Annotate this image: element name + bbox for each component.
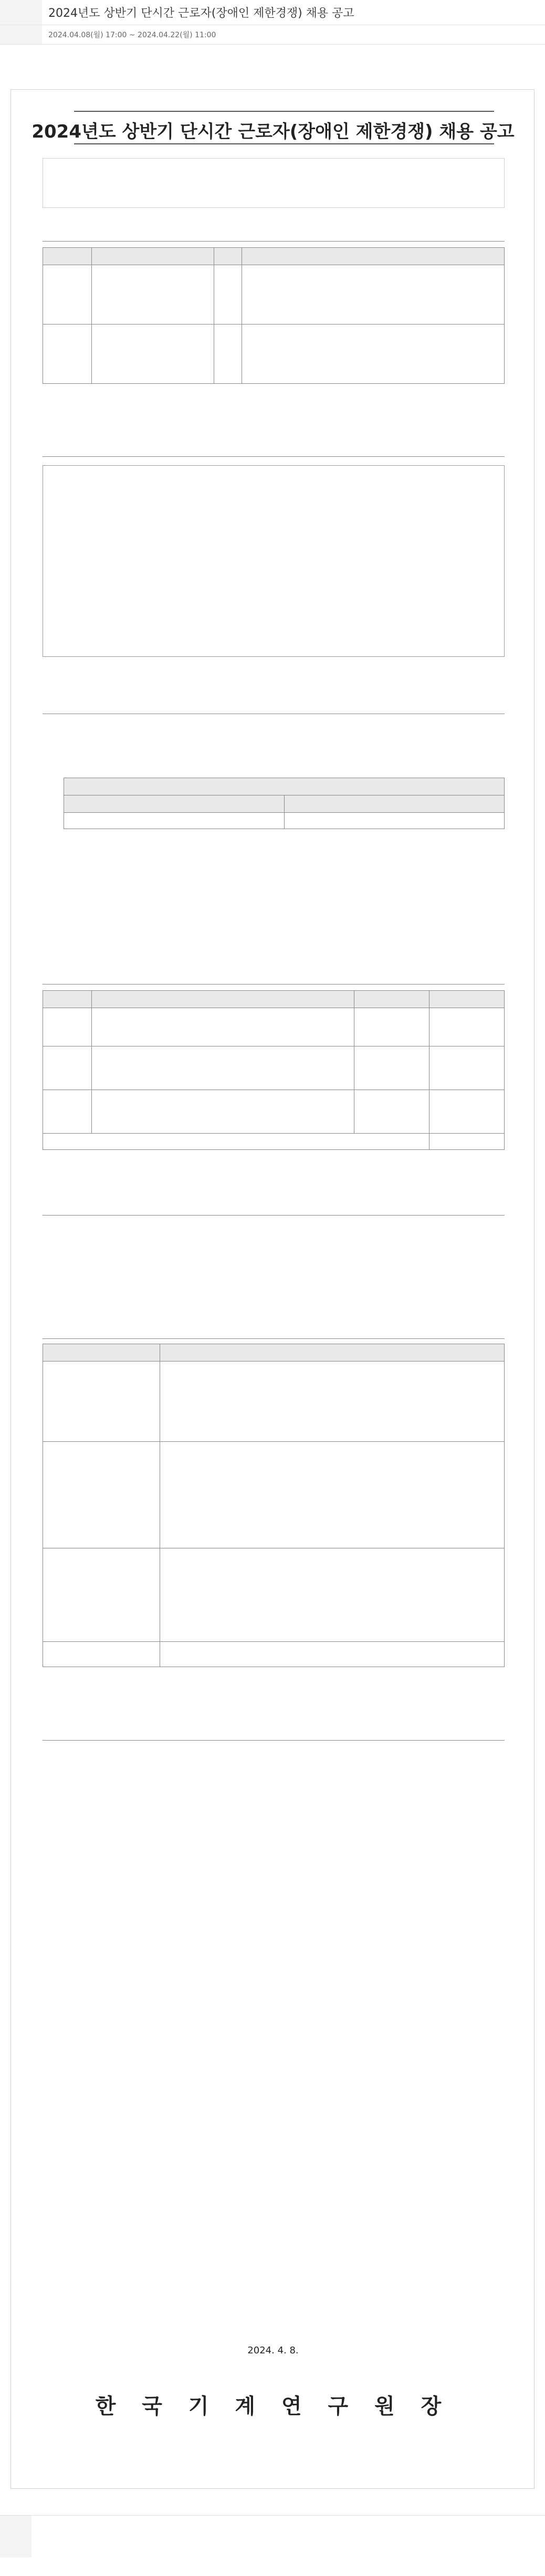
- section-5-rule: [43, 1215, 505, 1216]
- meta-label-notice: [0, 0, 42, 25]
- table-row: [43, 1344, 505, 1362]
- intro-box: [43, 158, 505, 208]
- section-4-rule: [43, 984, 505, 985]
- section-7-rule: [43, 1740, 505, 1741]
- table-row: [64, 813, 505, 829]
- pay-benefits-list: [64, 835, 505, 951]
- title-rule-top: [74, 111, 494, 112]
- table-row: [43, 1442, 505, 1548]
- section-6-rule: [43, 1338, 505, 1339]
- screening-note: [43, 1171, 505, 1187]
- meta-period: 2024.04.08(월) 17:00 ~ 2024.04.22(월) 11:00: [48, 31, 216, 39]
- positions-table: [43, 247, 505, 384]
- attachments: [0, 2515, 545, 2558]
- table-row: [43, 1134, 505, 1150]
- meta-title-row: [0, 0, 545, 25]
- table-row: [43, 1362, 505, 1442]
- section-2-rule: [43, 456, 505, 457]
- table-row: [43, 248, 505, 265]
- table-row: [43, 1046, 505, 1090]
- table-row: [43, 1548, 505, 1642]
- documents-table: [43, 1344, 505, 1667]
- notice-meta: [0, 0, 545, 45]
- table-row: [43, 1642, 505, 1667]
- meta-label-period: [0, 25, 42, 44]
- notice-title: 2024년도 상반기 단시간 근로자(장애인 제한경쟁) 채용 공고: [32, 121, 515, 142]
- section-1-rule: [43, 241, 505, 242]
- notice-body: [11, 89, 534, 2489]
- title-rule-bottom: [74, 143, 494, 144]
- meta-title: 2024년도 상반기 단시간 근로자(장애인 제한경쟁) 채용 공고: [48, 7, 354, 20]
- screening-table: [43, 990, 505, 1150]
- attachments-label: [0, 2516, 32, 2558]
- meta-period-row: [0, 25, 545, 45]
- application-period-text: [64, 1221, 505, 1318]
- work-conditions-list: [64, 720, 505, 778]
- table-row: [64, 778, 505, 795]
- positions-notes: [43, 389, 505, 426]
- workplace-table: [64, 778, 505, 829]
- documents-note: [64, 1670, 505, 1707]
- table-row: [64, 795, 505, 813]
- table-row: [43, 1008, 505, 1046]
- issuer-signature: 한 국 기 계 연 구 원 장: [95, 2394, 451, 2418]
- table-row: [43, 991, 505, 1008]
- notice-date: 2024. 4. 8.: [247, 2345, 299, 2356]
- qualification-box: [43, 465, 505, 657]
- table-row: [43, 324, 505, 384]
- table-row: [43, 1090, 505, 1134]
- other-matters-list: [64, 1746, 505, 2329]
- table-row: [43, 265, 505, 324]
